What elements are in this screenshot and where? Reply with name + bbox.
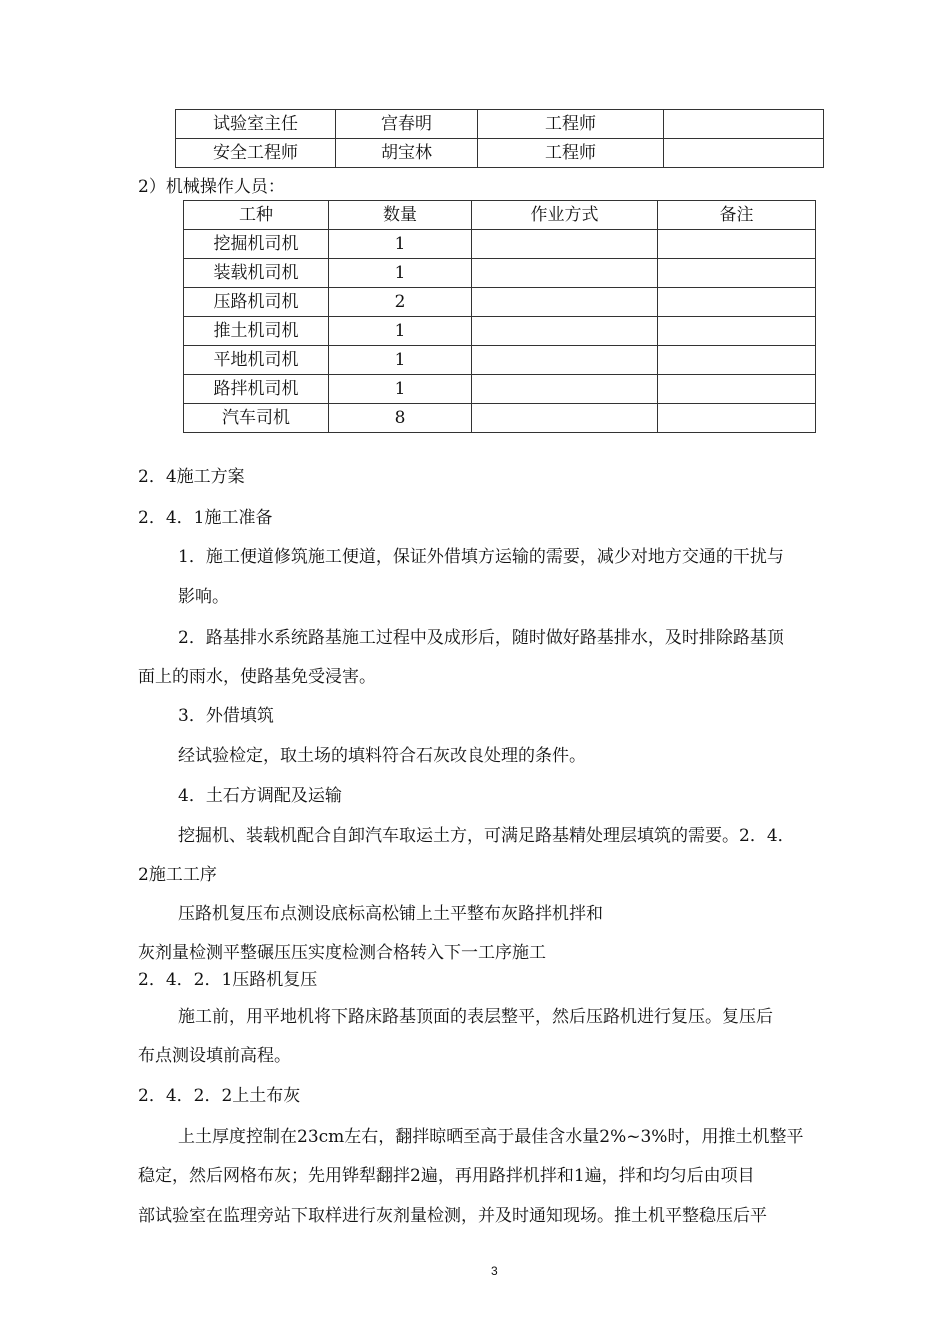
table-cell: 1 — [329, 230, 472, 259]
table-row — [184, 375, 816, 404]
table-cell: 安全工程师 — [176, 139, 336, 168]
table-cell — [658, 404, 816, 433]
table-cell: 挖掘机司机 — [184, 230, 329, 259]
heading-2-4-2-1: 2．4．2．1压路机复压 — [138, 970, 318, 990]
table-cell: 1 — [329, 317, 472, 346]
machine-operators-table — [183, 200, 816, 433]
paragraph-line: 部试验室在监理旁站下取样进行灰剂量检测，并及时通知现场。推土机平整稳压后平 — [138, 1206, 767, 1226]
paragraph-line: 2．路基排水系统路基施工过程中及成形后，随时做好路基排水，及时排除路基顶 — [178, 628, 784, 648]
table-row — [184, 259, 816, 288]
table-cell — [472, 288, 658, 317]
paragraph-line: 上土厚度控制在23cm左右，翻拌晾晒至高于最佳含水量2%~3%时，用推土机整平 — [178, 1127, 804, 1147]
paragraph-line: 经试验检定，取土场的填料符合石灰改良处理的条件。 — [178, 746, 586, 766]
table-cell: 2 — [329, 288, 472, 317]
paragraph-line: 影响。 — [178, 587, 229, 607]
table-cell: 1 — [329, 375, 472, 404]
table-cell: 试验室主任 — [176, 110, 336, 139]
table-header: 数量 — [329, 201, 472, 230]
table-row — [184, 288, 816, 317]
table-row — [176, 139, 824, 168]
table-cell — [658, 375, 816, 404]
table-cell: 8 — [329, 404, 472, 433]
process-flow-line: 压路机复压布点测设底标高松铺上土平整布灰路拌机拌和 — [178, 904, 603, 924]
section-label: 2）机械操作人员： — [138, 177, 285, 197]
process-flow-line: 灰剂量检测平整碾压压实度检测合格转入下一工序施工 — [138, 943, 546, 963]
table-row — [176, 110, 824, 139]
table-cell: 装载机司机 — [184, 259, 329, 288]
table-row — [184, 404, 816, 433]
paragraph-line: 1．施工便道修筑施工便道，保证外借填方运输的需要，减少对地方交通的干扰与 — [178, 547, 784, 567]
paragraph-line: 稳定，然后网格布灰；先用铧犁翻拌2遍，再用路拌机拌和1遍，拌和均匀后由项目 — [138, 1166, 755, 1186]
paragraph-line: 2施工工序 — [138, 865, 217, 885]
table-cell — [658, 288, 816, 317]
heading-2-4-1: 2．4．1施工准备 — [138, 508, 273, 528]
table-cell — [664, 110, 824, 139]
table-cell — [472, 259, 658, 288]
table-cell — [472, 375, 658, 404]
table-cell: 路拌机司机 — [184, 375, 329, 404]
table-cell: 推土机司机 — [184, 317, 329, 346]
table-header: 工种 — [184, 201, 329, 230]
table-cell — [664, 139, 824, 168]
table-cell: 胡宝林 — [336, 139, 478, 168]
table-cell — [658, 230, 816, 259]
table-cell: 平地机司机 — [184, 346, 329, 375]
paragraph-line: 4．土石方调配及运输 — [178, 786, 342, 806]
paragraph-line: 3．外借填筑 — [178, 706, 274, 726]
paragraph-line: 挖掘机、装载机配合自卸汽车取运土方，可满足路基精处理层填筑的需要。2．4． — [178, 826, 795, 846]
table-cell: 压路机司机 — [184, 288, 329, 317]
table-cell — [472, 230, 658, 259]
table-cell — [472, 404, 658, 433]
table-cell: 宫春明 — [336, 110, 478, 139]
table-row — [184, 346, 816, 375]
table-cell: 1 — [329, 259, 472, 288]
table-cell — [472, 317, 658, 346]
paragraph-line: 面上的雨水，使路基免受浸害。 — [138, 667, 376, 687]
table-cell — [658, 317, 816, 346]
table-row — [184, 230, 816, 259]
table-header: 作业方式 — [472, 201, 658, 230]
table-cell: 汽车司机 — [184, 404, 329, 433]
heading-2-4: 2．4施工方案 — [138, 467, 245, 487]
table-header: 备注 — [658, 201, 816, 230]
table-cell: 1 — [329, 346, 472, 375]
table-cell: 工程师 — [478, 110, 664, 139]
page-number: 3 — [491, 1264, 498, 1278]
heading-2-4-2-2: 2．4．2．2上土布灰 — [138, 1086, 301, 1106]
paragraph-line: 施工前，用平地机将下路床路基顶面的表层整平，然后压路机进行复压。复压后 — [178, 1007, 773, 1027]
table-cell — [472, 346, 658, 375]
table-cell — [658, 346, 816, 375]
table-header-row — [184, 201, 816, 230]
paragraph-line: 布点测设填前高程。 — [138, 1046, 291, 1066]
table-row — [184, 317, 816, 346]
table-cell — [658, 259, 816, 288]
staff-table — [175, 109, 824, 168]
table-cell: 工程师 — [478, 139, 664, 168]
